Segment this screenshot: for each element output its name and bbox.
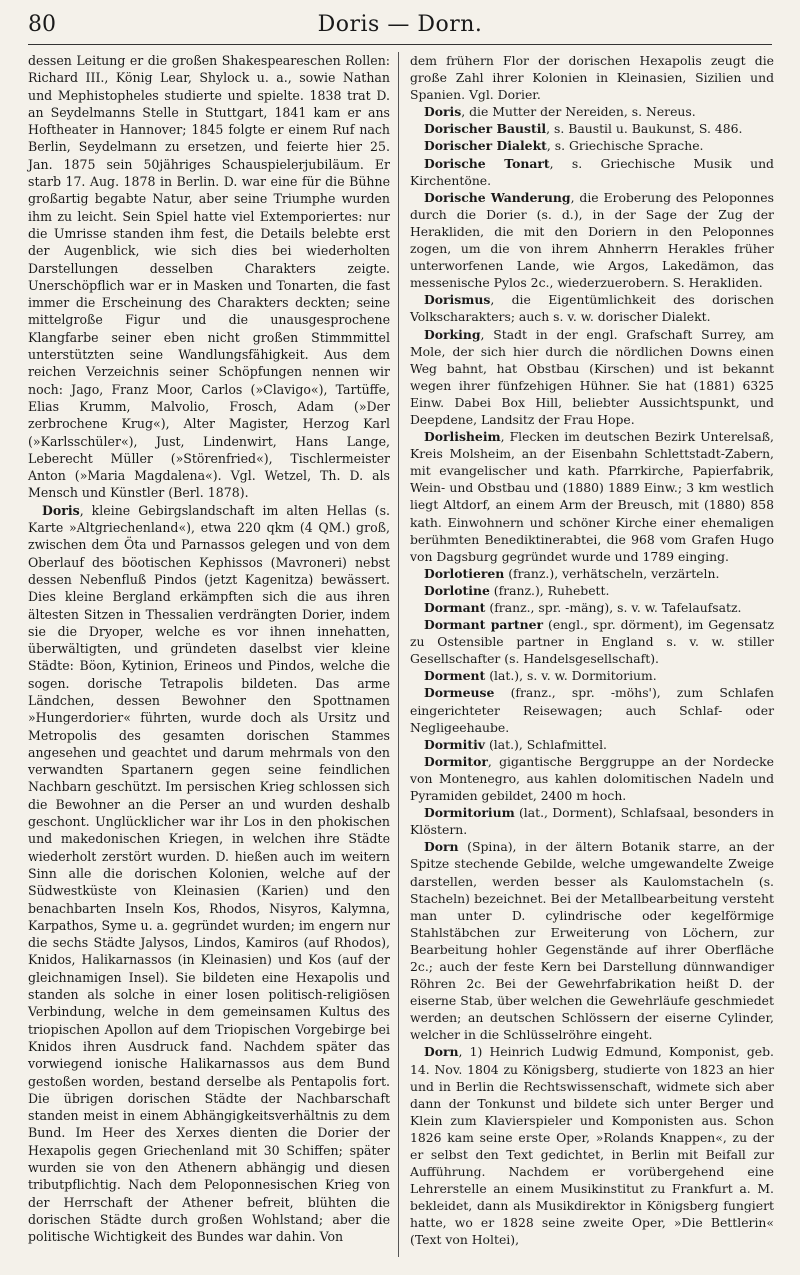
entry-headword: Dormant <box>424 600 486 615</box>
entry-text: , die Mutter der Nereiden, s. Nereus. <box>461 104 696 120</box>
entry-text: dem frühern Flor der dorischen Hexapolis zeugt die große Zahl ihrer Kolonien in Kleinasien, Sizilien und Spanien. Vgl. Dorier. <box>410 53 774 103</box>
page-number: 80 <box>28 12 56 37</box>
left-column <box>28 52 390 1245</box>
entry <box>410 616 774 667</box>
entry <box>410 838 774 1043</box>
entry-headword: Doris <box>424 104 462 120</box>
entry-headword: Dormitorium <box>424 805 515 821</box>
entry-headword: Dorlisheim <box>424 429 501 445</box>
entry-headword: Doris <box>42 502 80 518</box>
running-title: Doris — Dorn. <box>317 12 483 37</box>
entry <box>410 155 774 189</box>
entry-headword: Dorischer Baustil <box>424 121 547 137</box>
entry <box>410 684 774 735</box>
entry-text: , s. Baustil u. Baukunst, S. 486. <box>546 121 743 137</box>
entry-headword: Dorische Tonart <box>424 155 550 171</box>
entry <box>410 326 774 429</box>
entry-continuation <box>28 52 390 502</box>
entry <box>410 103 774 120</box>
entry-headword: Dorn <box>424 1044 459 1060</box>
entry <box>410 428 774 565</box>
entry <box>28 502 390 1246</box>
right-column <box>410 52 774 1249</box>
entry <box>410 565 774 582</box>
entry <box>410 736 774 753</box>
entry-text: (franz., spr. -mäng), s. v. w. Tafelaufsatz. <box>485 600 742 615</box>
entry-text: (lat.), s. v. w. Dormitorium. <box>485 668 657 684</box>
entry <box>410 1043 774 1248</box>
column-divider <box>398 52 399 1257</box>
entry-text: , die Eigentümlichkeit des dorischen Volkscharakters; auch s. v. w. dorischer Dialekt. <box>410 292 774 325</box>
entry-headword: Dorlotieren <box>424 565 505 581</box>
entry <box>410 189 774 292</box>
entry-headword: Dorn <box>424 839 459 855</box>
entry-text: (franz.), verhätscheln, verzärteln. <box>504 565 720 581</box>
entry <box>410 753 774 804</box>
entry-continuation <box>410 52 774 103</box>
entry-headword: Dorischer Dialekt <box>424 138 547 154</box>
entry-headword: Dorment <box>424 668 486 684</box>
entry <box>410 120 774 137</box>
entry-text: , die Eroberung des Peloponnes durch die Dorier (s. d.), in der Sage der Zug der Herakliden, die mit den Doriern in den Peloponnes zogen, um die von ihrem Ahnherrn Herakles früher unterworfenen Lande, wie Argos, Lakedämon, das messenische Pylos 2c., wiederzuerobern. S. Herakliden. <box>410 189 774 291</box>
entry-headword: Dorlotine <box>424 582 490 598</box>
entry-headword: Dorische Wanderung <box>424 189 571 205</box>
entry <box>410 599 774 616</box>
entry <box>410 582 774 599</box>
entry-text: , Flecken im deutschen Bezirk Unterelsaß, Kreis Molsheim, an der Eisenbahn Schlettstadt-Zabern, mit evangelischer und kath. Pfarrkirche, Papierfabrik, Wein- und Obstbau und (1880) 1889 Einw.; 3 km westlich liegt Altdorf, an einem Arm der Breusch, mit (1880) 858 kath. Einwohnern und schöner Kirche einer ehemaligen berühmten Benediktinerabtei, die 968 vom Grafen Hugo von Dagsburg gegründet wurde und 1789 einging. <box>410 429 774 564</box>
entry-text: (Spina), in der ältern Botanik starre, an der Spitze stechende Gebilde, welche umgewandelte Zweige darstellen, werden besser als Kaulomstacheln (s. Stacheln) bezeichnet. Bei der Metallbearbeitung versteht man unter D. cylindrische oder kegelförmige Stahlstäbchen zur Erweiterung von Löchern, zur Bearbeitung hohler Gegenstände auf ihrer Oberfläche 2c.; auch der feste Kern bei Darstellung dünnwandiger Röhren 2c. Bei der Gewehrfabrikation heißt D. der eiserne Stab, über welchen die Gewehrläufe geschmiedet werden; an deutschen Schlössern der eiserne Cylinder, welcher in die Schlüsselröhre eingeht. <box>410 839 774 1043</box>
entry-text: dessen Leitung er die großen Shakespeareschen Rollen: Richard III., König Lear, Shylock u. a., sowie Nathan und Mephistopheles studierte und spielte. 1838 trat D. an Seydelmanns Stelle in Stuttgart, 1841 kam er ans Hoftheater in Hannover; 1845 folgte er einem Ruf nach Berlin, Seydelmann zu ersetzen, und feierte hier 25. Jan. 1875 sein 50jähriges Schauspielerjubiläum. Er starb 17. Aug. 1878 in Berlin. D. war eine für die Bühne großartig begabte Natur, aber seine Triumphe wurden ihm zu leicht. Sein Spiel hatte viel Extemporiertes: nur die Umrisse standen ihm fest, die Details belebte erst der Augenblick, wie sich dies bei wiederholten Darstellungen desselben Charakters zeigte. Unerschöpflich war er in Masken und Tonarten, die fast immer die Erscheinung des Charakters deckten; seine mittelgroße Figur und die unausgesprochene Klangfarbe seiner eben nicht großen Stimmmittel unterstützten seine Wandlungsfähigkeit. Aus dem reichen Verzeichnis seiner Schöpfungen nennen wir noch: Jago, Franz Moor, Carlos (»Clavigo«), Tartüffe, Elias Krumm, Malvolio, Frosch, Adam (»Der zerbrochene Krug«), Alter Magister, Herzog Karl (»Karlsschüler«), Just, Lindenwirt, Hans Lange, Leberecht Müller (»Störenfried«), Tischlermeister Anton (»Maria Magdalena«). Vgl. Wetzel, Th. D. als Mensch und Künstler (Berl. 1878). <box>28 53 390 501</box>
entry <box>410 137 774 154</box>
entry-headword: Dormitiv <box>424 736 485 752</box>
header-rule <box>28 44 772 45</box>
entry-text: , Stadt in der engl. Grafschaft Surrey, am Mole, der sich hier durch die nördlichen Downs einen Weg bahnt, hat Obstbau (Kirschen) und ist bekannt wegen ihrer fünfzehigen Hühner. Sie hat (1881) 6325 Einw. Dabei Box Hill, beliebter Aussichtspunkt, und Deepdene, Landsitz der Frau Hope. <box>410 326 774 427</box>
entry-text: (lat., Dorment), Schlafsaal, besonders in Klöstern. <box>410 805 774 838</box>
entry <box>410 667 774 684</box>
entry-text: , 1) Heinrich Ludwig Edmund, Komponist, geb. 14. Nov. 1804 zu Königsberg, studierte von 1823 an hier und in Berlin die Rechtswissenschaft, widmete sich aber dann der Tonkunst und bildete sich unter Berger und Klein zum Klavierspieler und Komponisten aus. Schon 1826 kam seine erste Oper, »Rolands Knappen«, zu der er selbst den Text gedichtet, in Berlin mit Beifall zur Aufführung. Nachdem er vorübergehend eine Lehrerstelle an einem Musikinstitut zu Frankfurt a. M. bekleidet, dann als Musikdirektor in Königsberg fungiert hatte, wo er 1828 seine zweite Oper, »Die Bettlerin« (Text von Holtei), <box>410 1044 774 1248</box>
entry-text: , gigantische Berggruppe an der Nordecke von Montenegro, aus kahlen dolomitischen Nadeln und Pyramiden gebildet, 2400 m hoch. <box>410 753 774 804</box>
entry-text: (engl., spr. dörment), im Gegensatz zu Ostensible partner in England s. v. w. stiller Gesellschafter (s. Handelsgesellschaft). <box>410 617 774 667</box>
entry-text: (franz., spr. -möhs'), zum Schlafen eingerichteter Reisewagen; auch Schlaf- oder Negligeehaube. <box>410 685 774 735</box>
entry-text: , s. Griechische Sprache. <box>546 138 704 154</box>
entry-headword: Dormeuse <box>424 685 495 701</box>
entry-headword: Dorismus <box>424 292 491 308</box>
entry-text: (lat.), Schlafmittel. <box>485 736 608 752</box>
entry-text: , s. Griechische Musik und Kirchentöne. <box>410 155 774 188</box>
entry-text: (franz.), Ruhebett. <box>489 582 610 598</box>
entry <box>410 804 774 838</box>
entry-headword: Dorking <box>424 326 481 342</box>
entry-headword: Dormitor <box>424 753 488 769</box>
entry-text: , kleine Gebirgslandschaft im alten Hellas (s. Karte »Altgriechenland«), etwa 220 qkm (4 QM.) groß, zwischen dem Öta und Parnassos gelegen und von dem Oberlauf des böotischen Kephissos (Mavroneri) nebst dessen Nebenfluß Pindos (jetzt Kagenitza) bewässert. Dies kleine Bergland erkämpften sich die aus ihren ältesten Sitzen in Thessalien verdrängten Dorier, indem sie die Dryoper, welche es vor ihnen innehatten, überwältigten, und gründeten daselbst vier kleine Städte: Böon, Kytinion, Erineos und Pindos, welche die sogen. dorische Tetrapolis bildeten. Das arme Ländchen, dessen Bewohner den Spottnamen »Hungerdorier« führten, wurde doch als Ursitz und Metropolis des gesamten dorischen Stammes angesehen und geachtet und darum mehrmals von den verwandten Spartanern gegen seine feindlichen Nachbarn geschützt. Im persischen Krieg schlossen sich die Bewohner an die Perser an und wurden deshalb geschont. Unglücklicher war ihr Los in den phokischen und makedonischen Kriegen, in welchen ihre Städte wiederholt zerstört wurden. D. hießen auch im weitern Sinn alle die dorischen Kolonien, welche auf der Südwestküste von Kleinasien (Karien) und den benachbarten Inseln Kos, Rhodos, Nisyros, Kalymna, Karpathos, Syme u. a. gegründet wurden; im engern nur die sechs Städte Jalysos, Lindos, Kamiros (auf Rhodos), Knidos, Halikarnassos (in Kleinasien) und Kos (auf der gleichnamigen Insel). Sie bildeten eine Hexapolis und standen als solche in einer losen politisch-religiösen Verbindung, welche in dem gemeinsamen Kultus des triopischen Apollon auf dem Triopischen Vorgebirge bei Knidos ihren Ausdruck fand. Nachdem später das vorwiegend ionische Halikarnassos aus dem Bund gestoßen worden, bestand derselbe als Pentapolis fort. Die übrigen dorischen Städte der Nachbarschaft standen meist in einem Abhängigkeitsverhältnis zu dem Bund. Im Heer des Xerxes dienten die Dorier der Hexapolis gegen Griechenland mit 30 Schiffen; später wurden sie von den Athenern abhängig und diesen tributpflichtig. Nach dem Peloponnesischen Krieg von der Herrschaft der Athener befreit, blühten die dorischen Städte durch großen Wohlstand; aber die politische Wichtigkeit des Bundes war dahin. Von <box>28 502 390 1245</box>
entry-headword: Dormant partner <box>424 617 544 633</box>
entry <box>410 291 774 325</box>
page-header <box>28 12 772 46</box>
